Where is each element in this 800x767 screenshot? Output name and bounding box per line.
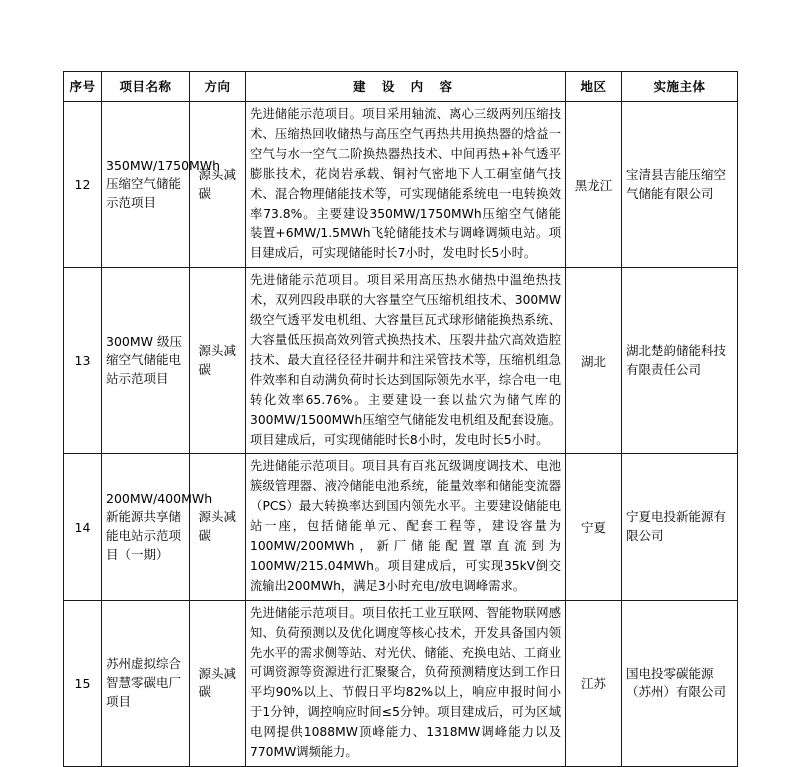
table-row	[64, 268, 738, 454]
cell-region: 湖北	[566, 268, 622, 454]
cell-construction-content: 先进储能示范项目。项目依托工业互联网、智能物联网感知、负荷预测以及优化调度等核心技术，开发具备国内领先水平的需求侧等站、对光伏、储能、充换电站、工商业可调资源等资源进行汇聚聚合，负荷预测精度达到工作日平均90%以上、节假日平均82%以上，响应申报时间小于1分钟，调控响应时间≤5分钟。项目建成后，可为区域电网提供1088MW顶峰能力、1318MW调峰能力以及770MW调频能力。	[246, 600, 566, 766]
direction-text: 源头减碳	[198, 343, 237, 377]
column-header-region: 地区	[566, 72, 622, 102]
cell-direction	[190, 600, 246, 766]
cell-index: 14	[64, 454, 102, 600]
cell-index: 13	[64, 268, 102, 454]
column-header-content: 建 设 内 容	[246, 72, 566, 102]
table-header-row	[64, 72, 738, 102]
table-row	[64, 102, 738, 268]
direction-text: 源头减碳	[198, 665, 237, 700]
cell-entity: 宁夏电投新能源有限公司	[622, 454, 738, 600]
cell-project-name: 苏州虚拟综合智慧零碳电厂项目	[102, 600, 190, 766]
cell-project-name: 300MW 级压缩空气储能电站示范项目	[102, 268, 190, 454]
cell-entity: 国电投零碳能源（苏州）有限公司	[622, 600, 738, 766]
table-row	[64, 600, 738, 766]
cell-region: 黑龙江	[566, 102, 622, 268]
column-header-entity: 实施主体	[622, 72, 738, 102]
cell-entity: 湖北楚韵储能科技有限责任公司	[622, 268, 738, 454]
cell-index: 15	[64, 600, 102, 766]
cell-project-name: 350MW/1750MWh 压缩空气储能示范项目	[102, 102, 190, 268]
column-header-index: 序号	[64, 72, 102, 102]
direction-text: 源头减碳	[198, 166, 237, 201]
cell-region: 江苏	[566, 600, 622, 766]
cell-direction	[190, 102, 246, 268]
cell-construction-content: 先进储能示范项目。项目具有百兆瓦级调度调技术、电池簇级管理器、液冷储能电池系统，能量效率和储能变流器（PCS）最大转换率达到国内领先水平。主要建设储能电站一座，包括储能单元、配套工程等，建设容量为100MW/200MWh，新厂储能配置罩直流到为100MW/215.04MWh。项目建成后，可实现35kV倒交流输出200MWh，满足3小时充电/放电调峰需求。	[246, 454, 566, 600]
cell-index: 12	[64, 102, 102, 268]
table-container	[63, 71, 737, 767]
column-header-direction: 方向	[190, 72, 246, 102]
cell-entity: 宝清县吉能压缩空气储能有限公司	[622, 102, 738, 268]
table-header	[64, 72, 738, 102]
cell-region: 宁夏	[566, 454, 622, 600]
direction-text: 源头减碳	[198, 509, 237, 544]
table-body	[64, 102, 738, 767]
column-header-name: 项目名称	[102, 72, 190, 102]
cell-direction	[190, 454, 246, 600]
cell-direction	[190, 268, 246, 454]
cell-project-name: 200MW/400MWh 新能源共享储能电站示范项目（一期）	[102, 454, 190, 600]
project-table	[63, 71, 738, 767]
cell-construction-content: 先进储能示范项目。项目采用高压热水储热中温绝热技术，双列四段串联的大容量空气压缩机组技术、300MW级空气透平发电机组、大容量巨瓦式球形储能换热系统、大容量低压损高效列管式换热技术、压裂井盐穴高效造腔技术、最大直径径径井硐井和注采管技术等，压缩机组急件效率和自动满负荷时长达到国际领先水平，综合电一电转化效率65.76%。主要建设一套以盐穴为储气库的300MW/1500MWh压缩空气储能发电机组及配套设施。项目建成后，可实现储能时长8小时，发电时长5小时。	[246, 268, 566, 454]
table-row	[64, 454, 738, 600]
cell-construction-content: 先进储能示范项目。项目采用轴流、离心三级两列压缩技术、压缩热回收储热与高压空气再热共用换热器的焓益一空气与水一空气二阶换热器热技术、中间再热+补气透平膨胀技术，花岗岩承载、铜衬气密地下人工硐室储气技术、混合物理储能技术等，可实现储能系统电一电转换效率73.8%。主要建设350MW/1750MWh压缩空气储能装置+6MW/1.5MWh飞轮储能技术与调峰调频电站。项目建成后，可实现储能时长7小时，发电时长5小时。	[246, 102, 566, 268]
